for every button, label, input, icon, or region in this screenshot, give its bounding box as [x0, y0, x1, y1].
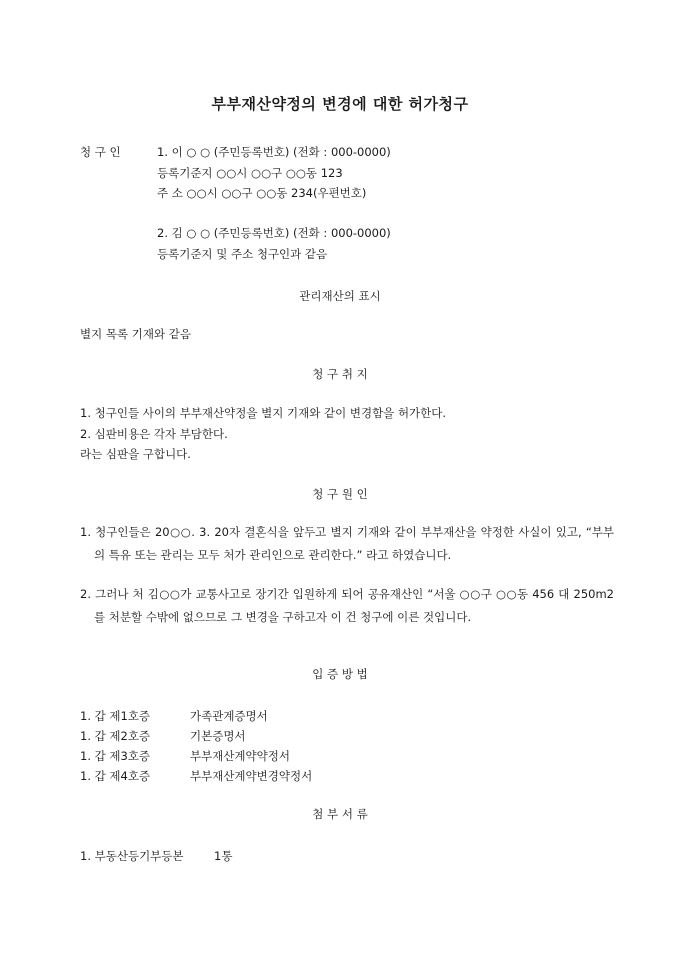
evidence-item-3-no: 1. 갑 제3호증: [80, 749, 151, 763]
evidence-heading: 입 증 방 법: [312, 667, 368, 681]
purpose-heading: 청 구 취 지: [312, 367, 368, 381]
attachment-item-1-count: 1통: [214, 849, 233, 863]
evidence-item-4-no: 1. 갑 제4호증: [80, 769, 151, 783]
cause-heading: 청 구 원 인: [312, 487, 368, 501]
petitioner-1-line1: 1. 이 ○ ○ (주민등록번호) (전화 : 000-0000): [157, 145, 391, 159]
property-heading: 관리재산의 표시: [299, 289, 381, 303]
cause-item-1: 1. 청구인들은 20○○. 3. 20자 결혼식을 앞두고 별지 기재와 같이 부부재산을 약정한 사실이 있고, “부부의 특유 또는 관리는 모두 처가 관리인으로 관리한다.” 라고 하였습니다.: [80, 525, 614, 562]
evidence-item-2-no: 1. 갑 제2호증: [80, 729, 151, 743]
evidence-item-1-name: 가족관계증명서: [190, 709, 268, 723]
purpose-closing: 라는 심판을 구합니다.: [80, 447, 191, 461]
petitioner-1-line3: 주 소 ○○시 ○○구 ○○동 234(우편번호): [157, 186, 367, 200]
document-title: 부부재산약정의 변경에 대한 허가청구: [211, 95, 469, 113]
purpose-item-2: 2. 심판비용은 각자 부담한다.: [80, 427, 228, 441]
property-text: 별지 목록 기재와 같음: [80, 327, 191, 341]
attachment-item-1-name: 1. 부동산등기부등본: [80, 849, 184, 863]
evidence-item-3-name: 부부재산계약약정서: [190, 749, 290, 763]
petitioner-2-line2: 등록기준지 및 주소 청구인과 같음: [157, 247, 328, 261]
cause-item-2: 2. 그러나 처 김○○가 교통사고로 장기간 입원하게 되어 공유재산인 “서울 ○○구 ○○동 456 대 250m2를 처분할 수밖에 없으므로 그 변경을 구하고자 이 건 청구에 이른 것입니다.: [80, 587, 614, 624]
evidence-item-1-no: 1. 갑 제1호증: [80, 709, 151, 723]
petitioner-1-line2: 등록기준지 ○○시 ○○구 ○○동 123: [157, 166, 343, 180]
petitioner-label: 청 구 인: [80, 145, 121, 159]
evidence-item-2-name: 기본증명서: [190, 729, 246, 743]
evidence-item-4-name: 부부재산계약변경약정서: [190, 769, 313, 783]
petitioner-2-line1: 2. 김 ○ ○ (주민등록번호) (전화 : 000-0000): [157, 226, 391, 240]
purpose-item-1: 1. 청구인들 사이의 부부재산약정을 별지 기재와 같이 변경함을 허가한다.: [80, 406, 447, 420]
attachments-heading: 첨 부 서 류: [312, 807, 368, 821]
